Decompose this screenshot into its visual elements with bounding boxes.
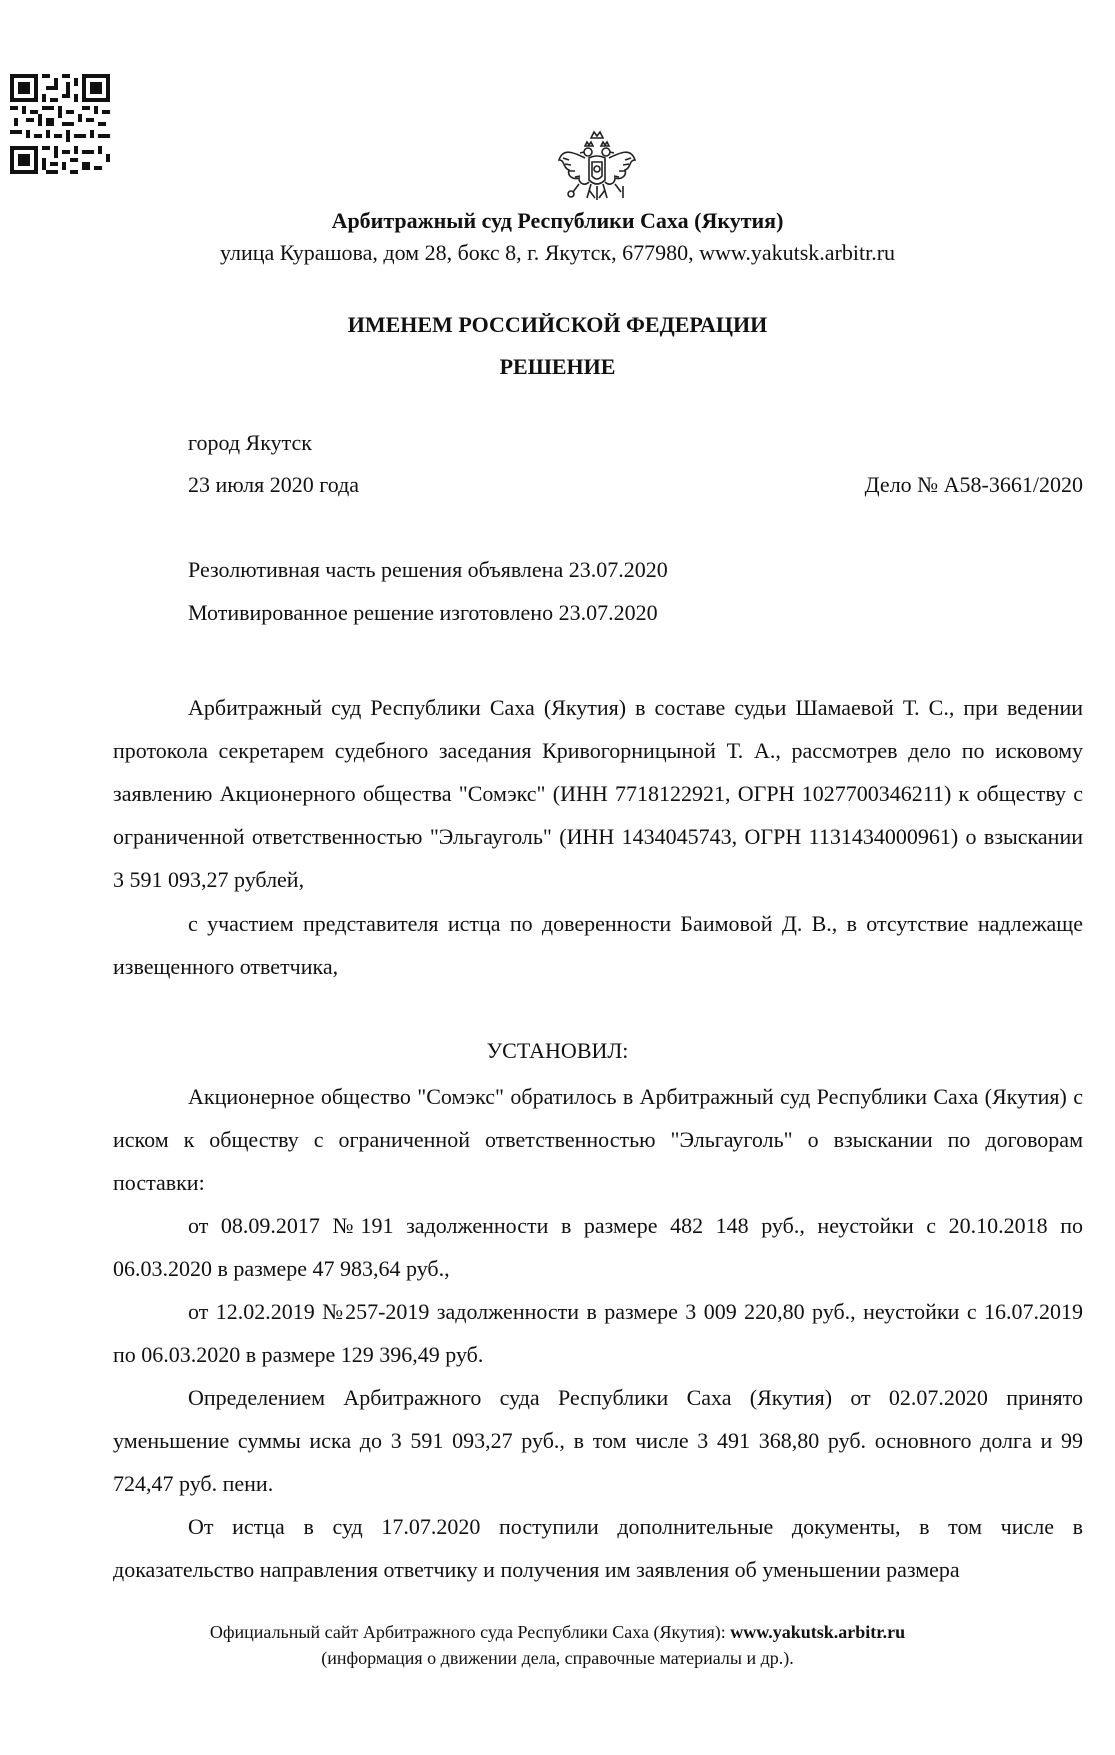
coat-of-arms-emblem [555, 128, 639, 218]
additional-documents-paragraph: От истца в суд 17.07.2020 поступили дополнительные документы, в том числе в доказательство направления ответчику и получения им заявления об уменьшении размера [113, 1514, 1083, 1582]
claim-paragraph: Акционерное общество "Сомэкс" обратилось в Арбитражный суд Республики Саха (Якутия) с иском к обществу с ограниченной ответственностью "Эльгауголь" о взыскании по договорам поставки: [113, 1084, 1083, 1195]
case-number: Дело № А58-3661/2020 [864, 472, 1083, 497]
reduction-paragraph: Определением Арбитражного суда Республики Саха (Якутия) от 02.07.2020 принято уменьшение суммы иска до 3 591 093,27 руб., в том числе 3 491 368,80 руб. основного долга и 99 724,47 руб. пени. [113, 1385, 1083, 1496]
title-decision: РЕШЕНИЕ [499, 354, 616, 379]
city: город Якутск [188, 430, 312, 455]
intro-paragraph: Арбитражный суд Республики Саха (Якутия) в составе судьи Шамаевой Т. С., при ведении протокола секретарем судебного заседания Кривогорницыной Т. А., рассмотрев дело по исковому заявлению Акционерного общества "Сомэкс" (ИНН 7718122921, ОГРН 1027700346211) к обществу с ограниченной ответственностью "Эльгауголь" (ИНН 1434045743, ОГРН 1131434000961) о взыскании 3 591 093,27 рублей, [113, 695, 1083, 892]
title-in-the-name: ИМЕНЕМ РОССИЙСКОЙ ФЕДЕРАЦИИ [347, 312, 768, 337]
decision-date: 23 июля 2020 года [188, 472, 360, 497]
operative-part-note: Резолютивная часть решения объявлена 23.07.2020 [188, 557, 668, 582]
contract-257-paragraph: от 12.02.2019 №257-2019 задолженности в размере 3 009 220,80 руб., неустойки с 16.07.2019 по 06.03.2020 в размере 129 396,49 руб. [113, 1299, 1083, 1367]
participation-paragraph: с участием представителя истца по доверенности Баимовой Д. В., в отсутствие надлежаще извещенного ответчика, [113, 911, 1083, 979]
court-name: Арбитражный суд Республики Саха (Якутия) [331, 208, 784, 233]
reasoned-decision-note: Мотивированное решение изготовлено 23.07.2020 [188, 600, 658, 625]
footer-line-1 [0, 1622, 1115, 1643]
court-address: улица Курашова, дом 28, бокс 8, г. Якутск, 677980, www.yakutsk.arbitr.ru [219, 240, 896, 265]
qr-code [10, 74, 110, 174]
footer-line-2: (информация о движении дела, справочные материалы и др.). [321, 1648, 794, 1668]
established-heading: УСТАНОВИЛ: [486, 1038, 629, 1063]
footer-website-link[interactable]: www.yakutsk.arbitr.ru [730, 1622, 906, 1642]
footer-prefix: Официальный сайт Арбитражного суда Республики Саха (Якутия): [209, 1622, 731, 1642]
contract-191-paragraph: от 08.09.2017 №191 задолженности в размере 482 148 руб., неустойки с 20.10.2018 по 06.03.2020 в размере 47 983,64 руб., [113, 1213, 1083, 1281]
